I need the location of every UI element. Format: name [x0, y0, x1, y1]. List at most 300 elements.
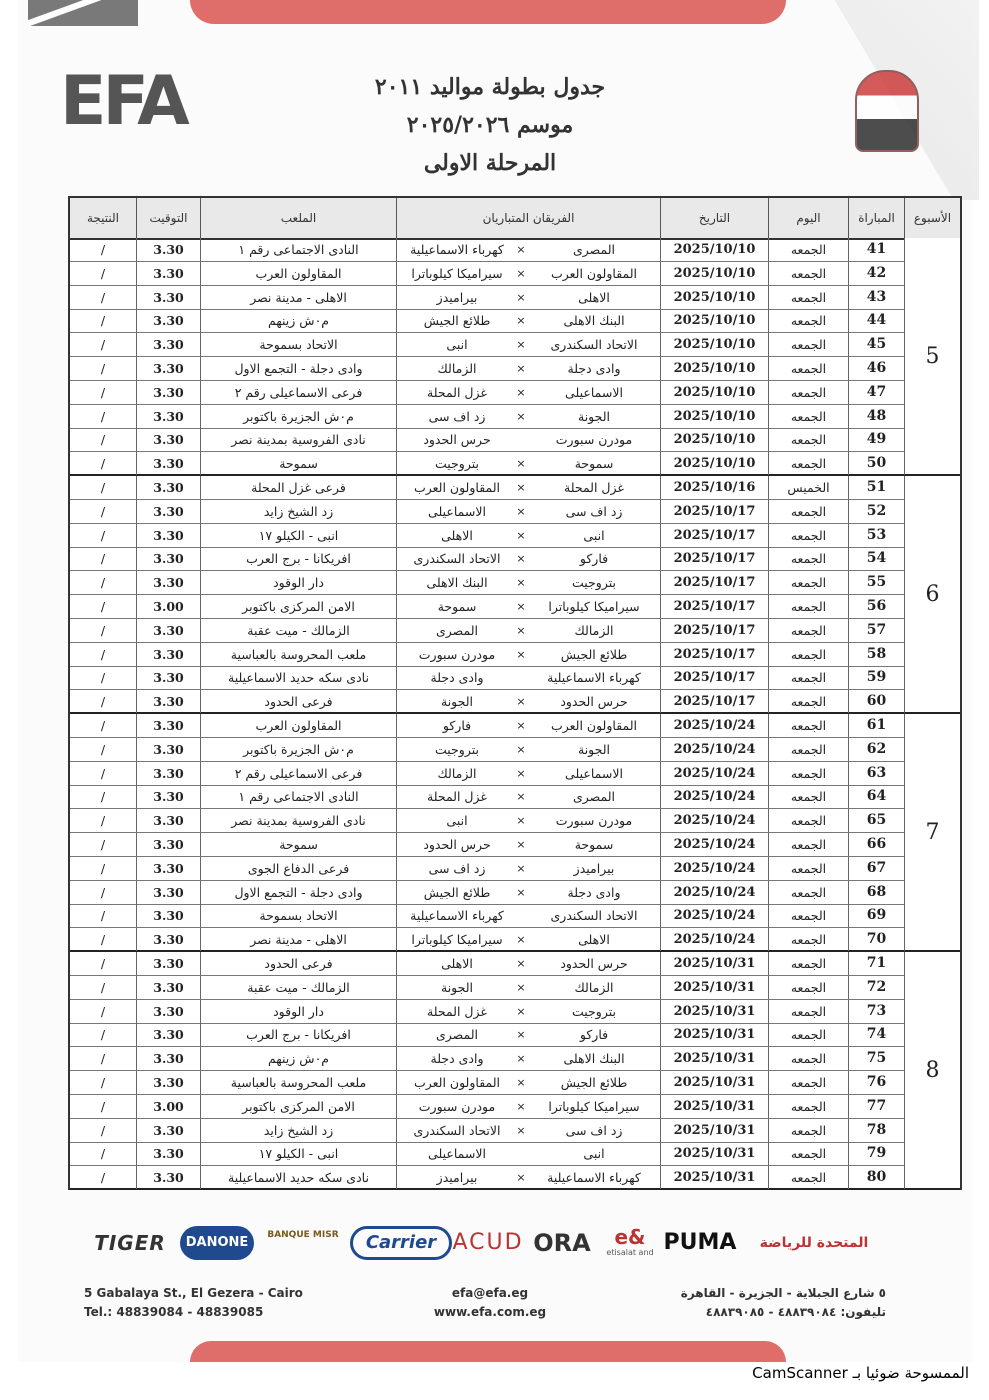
date-cell: 2025/10/17	[660, 619, 768, 642]
away-team: بيراميدز	[436, 1170, 478, 1186]
header-venue: الملعب	[200, 198, 396, 238]
day-cell: الجمعه	[768, 595, 848, 618]
date-cell: 2025/10/10	[660, 309, 768, 332]
date-cell: 2025/10/17	[660, 571, 768, 594]
day-cell: الجمعه	[768, 881, 848, 904]
venue-cell: وادى دجلة - التجمع الاول	[200, 357, 396, 380]
match-number-cell: 43	[848, 286, 904, 309]
match-number-cell: 67	[848, 857, 904, 880]
result-cell: /	[100, 384, 106, 400]
header-day: اليوم	[768, 198, 848, 238]
versus-mark: ×	[516, 933, 526, 947]
bottom-red-band	[190, 1341, 786, 1362]
home-team: البنك الاهلى	[563, 313, 625, 329]
away-team: الاسماعيلى	[428, 503, 486, 519]
result-cell: /	[100, 1003, 106, 1019]
home-team: المصرى	[572, 789, 616, 805]
home-team: زد اف سى	[565, 503, 623, 519]
time-cell: 3.30	[136, 833, 200, 856]
date-cell: 2025/10/10	[660, 428, 768, 451]
egyptian-fa-crest-icon	[855, 70, 919, 152]
venue-cell: ملعب المحروسة بالعباسية	[200, 1071, 396, 1094]
time-cell: 3.30	[136, 738, 200, 761]
venue-cell: ملعب المحروسة بالعباسية	[200, 643, 396, 666]
venue-cell: الاهلى - مدينة نصر	[200, 286, 396, 309]
teams-cell	[396, 524, 660, 547]
teams-cell	[396, 547, 660, 570]
teams-cell	[396, 952, 660, 975]
time-cell: 3.30	[136, 547, 200, 570]
time-cell: 3.30	[136, 928, 200, 951]
home-team: زد اف سى	[565, 1122, 623, 1138]
week-number-cell: 8	[904, 952, 960, 1190]
venue-cell: فرعى غزل المحلة	[200, 476, 396, 499]
time-cell: 3.30	[136, 1071, 200, 1094]
table-row	[70, 571, 904, 595]
time-cell: 3.30	[136, 476, 200, 499]
date-cell: 2025/10/31	[660, 1095, 768, 1118]
match-number-cell: 42	[848, 262, 904, 285]
result-cell: /	[100, 1170, 106, 1186]
versus-mark: ×	[516, 980, 526, 994]
result-cell: /	[100, 1027, 106, 1043]
away-team: انبى	[446, 813, 468, 829]
venue-cell: م٠ش الجزيرة باكتوبر	[200, 405, 396, 428]
table-row	[70, 286, 904, 310]
table-row	[70, 1047, 904, 1071]
away-team: بيراميدز	[436, 289, 478, 305]
match-number-cell: 45	[848, 333, 904, 356]
venue-cell: م٠ش الجزيرة باكتوبر	[200, 738, 396, 761]
result-cell: /	[100, 480, 106, 495]
result-cell: /	[100, 551, 106, 567]
day-cell: الجمعه	[768, 452, 848, 475]
home-team: الزمالك	[574, 622, 614, 638]
table-row	[70, 333, 904, 357]
away-team: بتروجيت	[435, 741, 479, 757]
teams-cell	[396, 428, 660, 451]
result-cell: /	[100, 741, 106, 757]
versus-mark: ×	[516, 338, 526, 352]
time-cell: 3.30	[136, 333, 200, 356]
versus-mark: ×	[516, 362, 526, 375]
day-cell: الجمعه	[768, 643, 848, 666]
versus-mark: ×	[516, 528, 526, 542]
versus-mark: ×	[516, 790, 526, 804]
venue-cell: دار الوقود	[200, 1000, 396, 1023]
match-number-cell: 47	[848, 381, 904, 404]
header-teams: الفريقان المتباريان	[396, 198, 660, 238]
table-row	[70, 928, 904, 952]
teams-cell	[396, 1000, 660, 1023]
venue-cell: زد الشيخ زايد	[200, 500, 396, 523]
day-cell: الجمعه	[768, 809, 848, 832]
date-cell: 2025/10/17	[660, 500, 768, 523]
result-cell: /	[100, 765, 106, 781]
footer-contact	[380, 1284, 600, 1322]
away-team: سموحة	[437, 599, 477, 614]
time-cell: 3.30	[136, 357, 200, 380]
away-team: الزمالك	[437, 361, 477, 376]
day-cell: الجمعه	[768, 1000, 848, 1023]
result-cell: /	[100, 1098, 106, 1114]
date-cell: 2025/10/31	[660, 1142, 768, 1165]
away-team: الجونة	[441, 694, 473, 710]
table-row	[70, 524, 904, 548]
phase-title: المرحلة الاولى	[423, 150, 557, 176]
tiger-logo: TIGER	[94, 1231, 166, 1255]
result-cell: /	[100, 837, 106, 852]
result-cell: /	[100, 361, 106, 376]
away-team: انبى	[446, 337, 468, 353]
date-cell: 2025/10/17	[660, 595, 768, 618]
time-cell: 3.00	[136, 1095, 200, 1118]
home-team: الاهلى	[578, 289, 610, 305]
venue-cell: فرعى الحدود	[200, 952, 396, 975]
versus-mark: ×	[516, 266, 526, 280]
time-cell: 3.30	[136, 643, 200, 666]
date-cell: 2025/10/10	[660, 333, 768, 356]
home-team: بتروجيت	[572, 1003, 616, 1019]
date-cell: 2025/10/10	[660, 452, 768, 475]
away-team: كهرباء الاسماعيلية	[410, 908, 504, 924]
result-cell: /	[100, 242, 106, 257]
day-cell: الجمعه	[768, 405, 848, 428]
time-cell: 3.30	[136, 1142, 200, 1165]
away-team: الاسماعيلى	[428, 1146, 486, 1162]
result-cell: /	[100, 456, 106, 472]
camscanner-note: الممسوحة ضوئيا بـ CamScanner	[752, 1364, 969, 1382]
match-number-cell: 61	[848, 714, 904, 737]
versus-mark: ×	[516, 504, 526, 518]
time-cell: 3.30	[136, 904, 200, 927]
away-team: بتروجيت	[435, 456, 479, 472]
result-cell: /	[100, 694, 106, 710]
match-number-cell: 70	[848, 928, 904, 951]
header-date: التاريخ	[660, 198, 768, 238]
date-cell: 2025/10/10	[660, 405, 768, 428]
match-number-cell: 46	[848, 357, 904, 380]
time-cell: 3.30	[136, 524, 200, 547]
table-row	[70, 405, 904, 429]
teams-cell	[396, 785, 660, 808]
result-cell: /	[100, 979, 106, 995]
table-row	[70, 738, 904, 762]
result-cell: /	[100, 575, 106, 591]
home-team: الاتحاد السكندرى	[550, 337, 638, 353]
teams-cell	[396, 1142, 660, 1165]
table-row	[70, 833, 904, 857]
time-cell: 3.30	[136, 381, 200, 404]
table-row	[70, 762, 904, 786]
time-cell: 3.30	[136, 1047, 200, 1070]
away-team: غزل المحلة	[427, 1003, 487, 1019]
venue-cell: فرعى الاسماعيلى رقم ٢	[200, 762, 396, 785]
match-number-cell: 63	[848, 762, 904, 785]
venue-cell: افريكانا - برج العرب	[200, 1023, 396, 1046]
versus-mark: ×	[516, 1123, 526, 1137]
result-cell: /	[100, 503, 106, 519]
date-cell: 2025/10/10	[660, 286, 768, 309]
away-team: كهرباء الاسماعيلية	[410, 242, 504, 257]
versus-mark: ×	[516, 576, 526, 590]
venue-cell: دار الوقود	[200, 571, 396, 594]
teams-cell	[396, 619, 660, 642]
home-team: حرس الحدود	[560, 956, 628, 971]
away-team: سيراميكا كيلوباترا	[411, 932, 503, 948]
away-team: الاتحاد السكندرى	[413, 551, 501, 567]
home-team: بيراميدز	[573, 860, 615, 876]
date-cell: 2025/10/24	[660, 714, 768, 737]
ora-logo: ORA	[533, 1229, 591, 1257]
versus-mark: ×	[516, 481, 526, 494]
venue-cell: م٠ش زينهم	[200, 309, 396, 332]
venue-cell: نادى سكه حديد الاسماعيلية	[200, 1166, 396, 1189]
versus-mark: ×	[516, 719, 526, 732]
away-team: وادى دجلة	[430, 1051, 484, 1067]
teams-cell	[396, 666, 660, 689]
time-cell: 3.30	[136, 309, 200, 332]
table-row	[70, 500, 904, 524]
versus-mark: ×	[516, 1052, 526, 1066]
day-cell: الجمعه	[768, 714, 848, 737]
table-row	[70, 643, 904, 667]
day-cell: الجمعه	[768, 500, 848, 523]
match-number-cell: 75	[848, 1047, 904, 1070]
phone-en: Tel.: 48839084 - 48839085	[84, 1305, 264, 1319]
result-cell: /	[100, 622, 106, 638]
result-cell: /	[100, 1075, 106, 1090]
table-row	[70, 476, 904, 500]
result-cell: /	[100, 265, 106, 281]
match-number-cell: 50	[848, 452, 904, 475]
day-cell: الجمعه	[768, 547, 848, 570]
address-ar: ٥ شارع الجبلاية - الجزيرة - القاهرة	[680, 1286, 886, 1300]
teams-cell	[396, 286, 660, 309]
home-team: البنك الاهلى	[563, 1051, 625, 1067]
top-left-flag-band	[28, 0, 138, 26]
away-team: زد اف سى	[428, 860, 486, 876]
result-cell: /	[100, 884, 106, 900]
match-number-cell: 48	[848, 405, 904, 428]
result-cell: /	[100, 408, 106, 424]
venue-cell: وادى دجلة - التجمع الاول	[200, 881, 396, 904]
match-number-cell: 59	[848, 666, 904, 689]
time-cell: 3.30	[136, 428, 200, 451]
date-cell: 2025/10/24	[660, 785, 768, 808]
date-cell: 2025/10/24	[660, 928, 768, 951]
teams-cell	[396, 1119, 660, 1142]
time-cell: 3.30	[136, 666, 200, 689]
date-cell: 2025/10/17	[660, 547, 768, 570]
match-number-cell: 57	[848, 619, 904, 642]
date-cell: 2025/10/24	[660, 738, 768, 761]
footer-address-ar	[681, 1284, 886, 1322]
table-row	[70, 1095, 904, 1119]
versus-mark: ×	[516, 290, 526, 304]
date-cell: 2025/10/10	[660, 262, 768, 285]
versus-mark: ×	[516, 814, 526, 828]
puma-logo: PUMA	[663, 1230, 737, 1255]
match-number-cell: 72	[848, 976, 904, 999]
teams-cell	[396, 1023, 660, 1046]
home-team: حرس الحدود	[560, 694, 628, 710]
match-number-cell: 80	[848, 1166, 904, 1189]
efa-logo: EFA	[60, 62, 186, 141]
result-cell: /	[100, 337, 106, 353]
home-team: الاسماعيلى	[565, 765, 623, 781]
away-team: مودرن سبورت	[418, 1098, 496, 1114]
venue-cell: المقاولون العرب	[200, 262, 396, 285]
date-cell: 2025/10/24	[660, 857, 768, 880]
match-number-cell: 52	[848, 500, 904, 523]
match-number-cell: 51	[848, 476, 904, 499]
time-cell: 3.30	[136, 405, 200, 428]
result-cell: /	[100, 432, 106, 448]
day-cell: الخميس	[768, 476, 848, 499]
date-cell: 2025/10/24	[660, 809, 768, 832]
fixtures-table	[68, 196, 962, 1190]
match-number-cell: 56	[848, 595, 904, 618]
table-row	[70, 857, 904, 881]
table-row	[70, 309, 904, 333]
versus-mark: ×	[516, 243, 526, 256]
versus-mark: ×	[516, 457, 526, 471]
match-number-cell: 69	[848, 904, 904, 927]
header-time: التوقيت	[136, 198, 200, 238]
day-cell: الجمعه	[768, 976, 848, 999]
header-week: الأسبوع	[904, 198, 960, 238]
date-cell: 2025/10/17	[660, 690, 768, 713]
day-cell: الجمعه	[768, 357, 848, 380]
table-row	[70, 238, 904, 262]
home-team: كهرباء الاسماعيلية	[547, 1170, 641, 1186]
day-cell: الجمعه	[768, 286, 848, 309]
carrier-logo: Carrier	[350, 1226, 452, 1260]
home-team: انبى	[583, 1146, 605, 1162]
home-team: الاتحاد السكندرى	[550, 908, 638, 924]
home-team: الجونة	[578, 408, 610, 424]
match-number-cell: 64	[848, 785, 904, 808]
teams-cell	[396, 262, 660, 285]
united-sports-logo: المتحدة للرياضة	[759, 1235, 869, 1251]
venue-cell: فرعى الحدود	[200, 690, 396, 713]
versus-mark: ×	[516, 409, 526, 423]
teams-cell	[396, 381, 660, 404]
time-cell: 3.30	[136, 690, 200, 713]
date-cell: 2025/10/31	[660, 1047, 768, 1070]
teams-cell	[396, 595, 660, 618]
venue-cell: النادى الاجتماعى رقم ١	[200, 238, 396, 261]
time-cell: 3.30	[136, 1000, 200, 1023]
time-cell: 3.30	[136, 1023, 200, 1046]
venue-cell: الزمالك - ميت عقبة	[200, 619, 396, 642]
teams-cell	[396, 238, 660, 261]
home-team: المقاولون العرب	[550, 718, 638, 733]
date-cell: 2025/10/31	[660, 1071, 768, 1094]
table-row	[70, 262, 904, 286]
teams-cell	[396, 357, 660, 380]
home-team: مودرن سبورت	[555, 813, 633, 829]
venue-cell: انبى - الكيلو ١٧	[200, 1142, 396, 1165]
versus-mark: ×	[516, 1076, 526, 1089]
teams-cell	[396, 833, 660, 856]
day-cell: الجمعه	[768, 738, 848, 761]
match-number-cell: 49	[848, 428, 904, 451]
result-cell: /	[100, 1051, 106, 1067]
versus-mark: ×	[516, 742, 526, 756]
teams-cell	[396, 643, 660, 666]
teams-cell	[396, 809, 660, 832]
match-number-cell: 71	[848, 952, 904, 975]
table-header	[70, 198, 960, 240]
home-team: طلائع الجيش	[560, 1075, 628, 1090]
match-number-cell: 79	[848, 1142, 904, 1165]
time-cell: 3.30	[136, 238, 200, 261]
day-cell: الجمعه	[768, 571, 848, 594]
day-cell: الجمعه	[768, 785, 848, 808]
day-cell: الجمعه	[768, 1095, 848, 1118]
versus-mark: ×	[516, 766, 526, 780]
date-cell: 2025/10/17	[660, 643, 768, 666]
away-team: طلائع الجيش	[423, 884, 491, 900]
versus-mark: ×	[516, 1171, 526, 1185]
day-cell: الجمعه	[768, 1047, 848, 1070]
away-team: المقاولون العرب	[413, 480, 501, 495]
venue-cell: الاتحاد بسموحة	[200, 904, 396, 927]
time-cell: 3.00	[136, 595, 200, 618]
header-match: المباراة	[848, 198, 904, 238]
date-cell: 2025/10/24	[660, 833, 768, 856]
danone-logo: DANONE	[180, 1226, 254, 1260]
match-number-cell: 41	[848, 238, 904, 261]
away-team: الجونة	[441, 979, 473, 995]
home-team: فاركو	[579, 551, 609, 567]
date-cell: 2025/10/31	[660, 1023, 768, 1046]
venue-cell: م٠ش زينهم	[200, 1047, 396, 1070]
day-cell: الجمعه	[768, 1142, 848, 1165]
date-cell: 2025/10/31	[660, 1000, 768, 1023]
result-cell: /	[100, 789, 106, 805]
home-team: طلائع الجيش	[560, 646, 628, 662]
email-link[interactable]: efa@efa.eg	[451, 1286, 529, 1300]
home-team: المقاولون العرب	[550, 265, 638, 281]
date-cell: 2025/10/17	[660, 524, 768, 547]
table-row	[70, 785, 904, 809]
date-cell: 2025/10/24	[660, 762, 768, 785]
etisalat-mark: e&	[614, 1225, 646, 1249]
teams-cell	[396, 881, 660, 904]
table-row	[70, 547, 904, 571]
home-team: مودرن سبورت	[555, 432, 633, 448]
versus-mark: ×	[516, 957, 526, 970]
versus-mark: ×	[516, 861, 526, 875]
date-cell: 2025/10/16	[660, 476, 768, 499]
table-row	[70, 619, 904, 643]
day-cell: الجمعه	[768, 666, 848, 689]
teams-cell	[396, 714, 660, 737]
season-title: موسم ٢٠٢٥/٢٠٢٦	[406, 112, 574, 138]
acud-logo: ACUD	[452, 1230, 524, 1255]
day-cell: الجمعه	[768, 309, 848, 332]
website-link[interactable]: www.efa.com.eg	[433, 1305, 547, 1319]
home-team: وادى دجلة	[567, 884, 621, 900]
home-team: غزل المحلة	[564, 480, 624, 495]
week-number-cell: 7	[904, 714, 960, 952]
table-row	[70, 976, 904, 1000]
etisalat-caption: etisalat and	[606, 1248, 654, 1257]
venue-cell: المقاولون العرب	[200, 714, 396, 737]
